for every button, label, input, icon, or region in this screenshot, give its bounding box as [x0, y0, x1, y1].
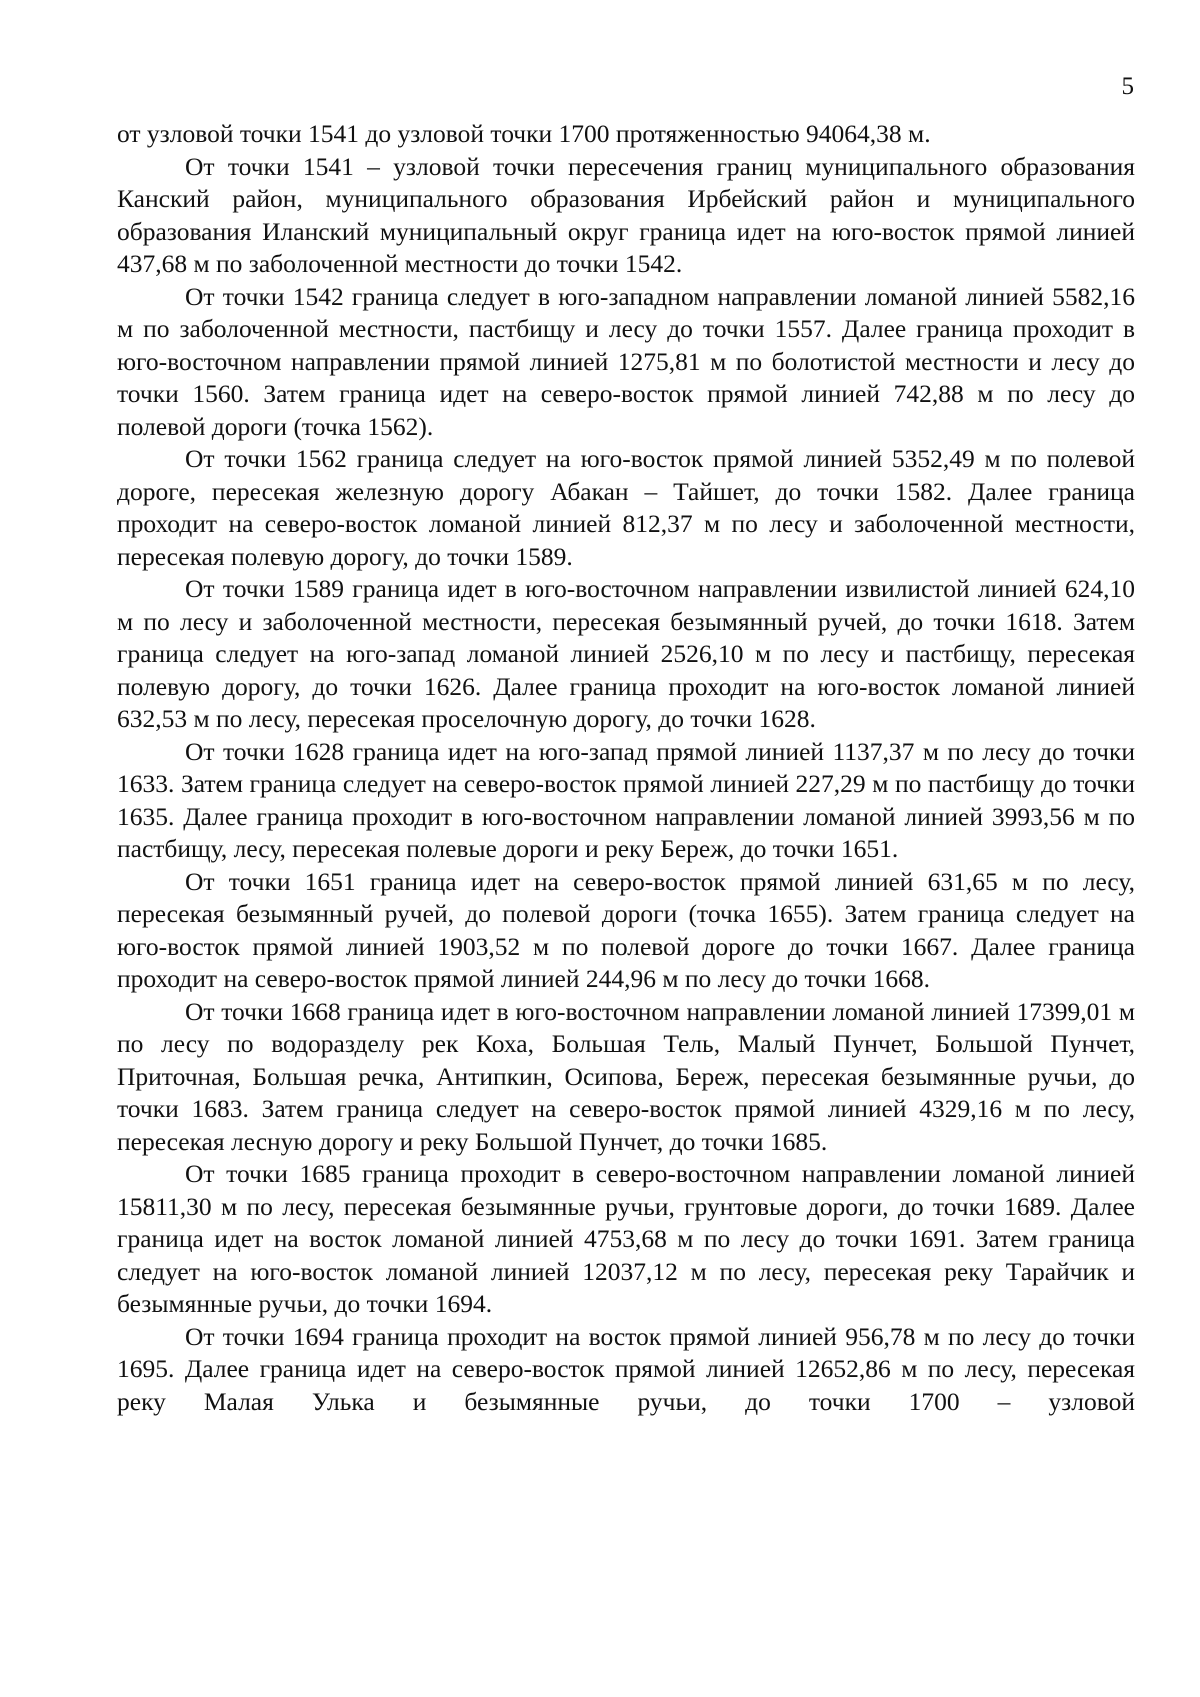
paragraph-7: От точки 1651 граница идет на северо-восток прямой линией 631,65 м по лесу, пересекая безымянный ручей, до полевой дороги (точка 1655). Затем граница следует на юго-восток прямой линией 1903,52 м по полевой дороге до точки 1667. Далее граница проходит на северо-восток прямой линией 244,96 м по лесу до точки 1668. — [117, 866, 1135, 993]
paragraph-8: От точки 1668 граница идет в юго-восточном направлении ломаной линией 17399,01 м по лесу по водоразделу рек Коха, Большая Тель, Малый Пунчет, Большой Пунчет, Приточная, Большая речка, Антипкин, Осипова, Береж, пересекая безымянные ручьи, до точки 1683. Затем граница следует на северо-восток прямой линией 4329,16 м по лесу, пересекая лесную дорогу и реку Большой Пунчет, до точки 1685. — [117, 996, 1135, 1156]
document-body — [117, 118, 1135, 1418]
paragraph-5: От точки 1589 граница идет в юго-восточном направлении извилистой линией 624,10 м по лесу и заболоченной местности, пересекая безымянный ручей, до точки 1618. Затем граница следует на юго-запад ломаной линией 2526,10 м по лесу и пастбищу, пересекая полевую дорогу, до точки 1626. Далее граница проходит на юго-восток ломаной линией 632,53 м по лесу, пересекая проселочную дорогу, до точки 1628. — [117, 574, 1135, 733]
paragraph-2: От точки 1541 – узловой точки пересечения границ муниципального образования Канский район, муниципального образования Ирбейский район и муниципального образования Иланский муниципальный округ граница идет на юго-восток прямой линией 437,68 м по заболоченной местности до точки 1542. — [117, 151, 1135, 278]
paragraph-4: От точки 1562 граница следует на юго-восток прямой линией 5352,49 м по полевой дороге, пересекая железную дорогу Абакан – Тайшет, до точки 1582. Далее граница проходит на северо-восток ломаной линией 812,37 м по лесу и заболоченной местности, пересекая полевую дорогу, до точки 1589. — [117, 444, 1135, 571]
paragraph-9: От точки 1685 граница проходит в северо-восточном направлении ломаной линией 15811,30 м по лесу, пересекая безымянные ручьи, грунтовые дороги, до точки 1689. Далее граница идет на восток ломаной линией 4753,68 м по лесу до точки 1691. Затем граница следует на юго-восток ломаной линией 12037,12 м по лесу, пересекая реку Тарайчик и безымянные ручьи, до точки 1694. — [117, 1159, 1135, 1318]
paragraph-10: От точки 1694 граница проходит на восток прямой линией 956,78 м по лесу до точки 1695. Далее граница идет на северо-восток прямой линией 12652,86 м по лесу, пересекая реку Малая Улька и безымянные ручьи, до точки 1700 – узловой — [117, 1321, 1135, 1416]
page-number: 5 — [1121, 73, 1134, 100]
paragraph-3: От точки 1542 граница следует в юго-западном направлении ломаной линией 5582,16 м по заболоченной местности, пастбищу и лесу до точки 1557. Далее граница проходит в юго-восточном направлении прямой линией 1275,81 м по болотистой местности и лесу до точки 1560. Затем граница идет на северо-восток прямой линией 742,88 м по лесу до полевой дороги (точка 1562). — [117, 281, 1135, 441]
paragraph-1: от узловой точки 1541 до узловой точки 1700 протяженностью 94064,38 м. — [117, 119, 931, 148]
paragraph-6: От точки 1628 граница идет на юго-запад прямой линией 1137,37 м по лесу до точки 1633. Затем граница следует на северо-восток прямой линией 227,29 м по пастбищу до точки 1635. Далее граница проходит в юго-восточном направлении ломаной линией 3993,56 м по пастбищу, лесу, пересекая полевые дороги и реку Береж, до точки 1651. — [117, 736, 1135, 863]
